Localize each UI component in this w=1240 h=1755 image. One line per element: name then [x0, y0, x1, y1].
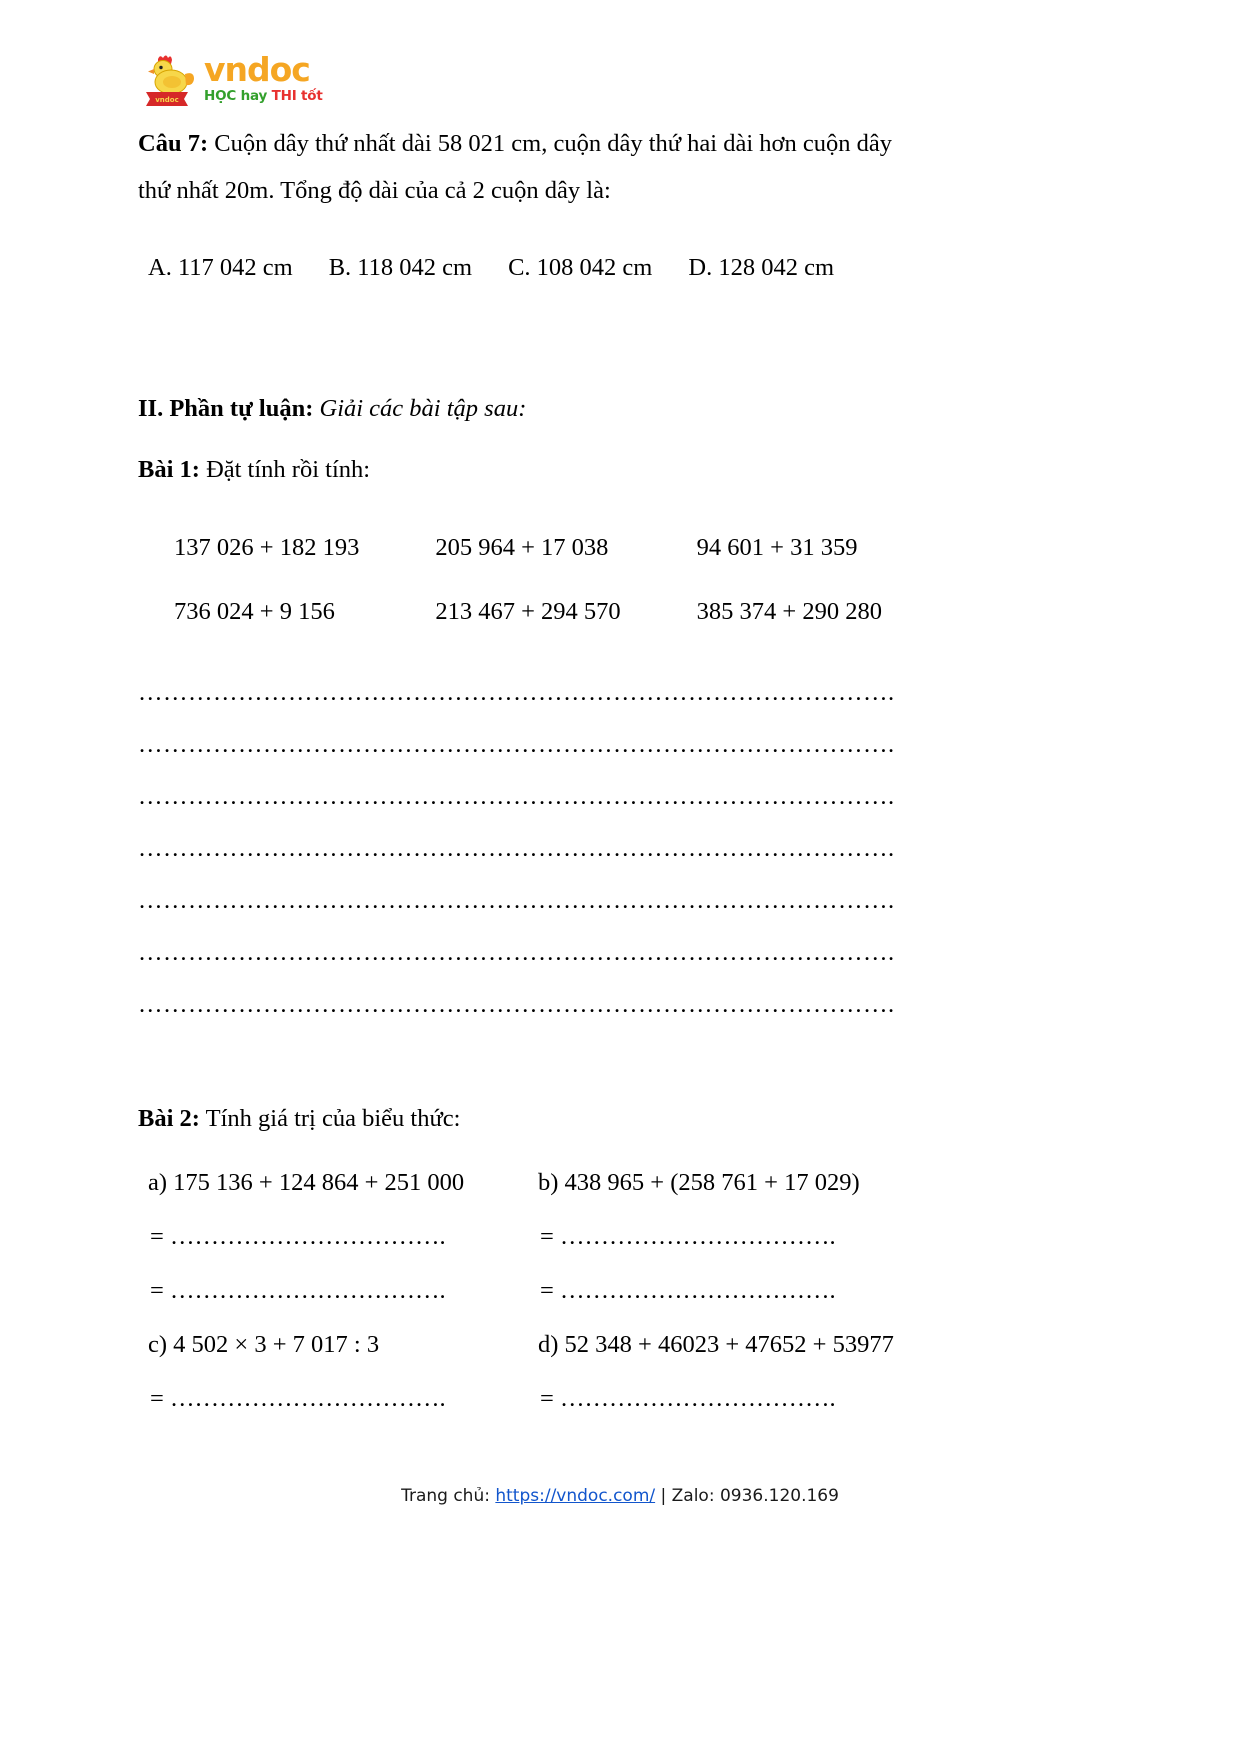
- bai-2-blank-b[interactable]: = …………………………….: [540, 1223, 836, 1250]
- spacer: [138, 291, 958, 355]
- problem-item: 137 026 + 182 193: [174, 534, 360, 561]
- logo-tagline-green: HỌC hay: [204, 88, 272, 105]
- answer-dotted-line[interactable]: ……………………………………………………………………………….: [138, 731, 895, 758]
- option-a[interactable]: A. 117 042 cm: [148, 254, 293, 281]
- section-2-heading: [138, 385, 958, 432]
- spacer: [138, 432, 958, 446]
- bai-2-item-a: a) 175 136 + 124 864 + 251 000: [148, 1169, 465, 1196]
- section-2-heading-bold: II. Phần tự luận:: [138, 395, 314, 422]
- spacer: [138, 637, 958, 667]
- option-c[interactable]: C. 108 042 cm: [508, 254, 653, 281]
- bai-1-problem-row: [138, 587, 958, 637]
- document-content: [138, 120, 958, 1426]
- bai-1-title: Đặt tính rồi tính:: [199, 456, 371, 483]
- vndoc-logo: [138, 52, 323, 106]
- footer-prefix: Trang chủ:: [401, 1486, 496, 1506]
- page-footer: [0, 1486, 1240, 1506]
- answer-dotted-line[interactable]: ……………………………………………………………………………….: [138, 887, 895, 914]
- footer-suffix: | Zalo: 0936.120.169: [655, 1486, 839, 1506]
- spacer: [138, 493, 958, 523]
- bai-1-problem-row: [138, 523, 958, 573]
- answer-dotted-line[interactable]: ……………………………………………………………………………….: [138, 939, 895, 966]
- bai-2-label: Bài 2:: [138, 1105, 200, 1132]
- section-2-heading-italic: Giải các bài tập sau:: [313, 395, 527, 422]
- bai-2-blank-a-2[interactable]: = …………………………….: [150, 1277, 446, 1304]
- bai-2-blank-c[interactable]: = …………………………….: [150, 1385, 446, 1412]
- bai-2-item-b: b) 438 965 + (258 761 + 17 029): [538, 1169, 860, 1196]
- problem-item: 213 467 + 294 570: [435, 598, 621, 625]
- bai-2-blank-a[interactable]: = …………………………….: [150, 1223, 446, 1250]
- problem-item: 205 964 + 17 038: [435, 534, 609, 561]
- spacer: [138, 214, 958, 244]
- question-7-line-1: [138, 120, 958, 167]
- bai-2-expression-row: [138, 1156, 958, 1210]
- problem-item: 385 374 + 290 280: [696, 598, 882, 625]
- answer-dotted-line[interactable]: ……………………………………………………………………………….: [138, 835, 895, 862]
- bai-2-heading: [138, 1095, 958, 1142]
- logo-wordmark: [204, 50, 323, 105]
- footer-link[interactable]: https://vndoc.com/: [495, 1486, 656, 1506]
- bai-2-blank-d[interactable]: = …………………………….: [540, 1385, 836, 1412]
- logo-word: vndoc: [204, 50, 310, 90]
- rooster-mascot-icon: [138, 52, 196, 106]
- bai-2-title: Tính giá trị của biểu thức:: [199, 1105, 461, 1132]
- spacer: [138, 573, 958, 587]
- logo-tagline-red: THI tốt: [271, 88, 323, 105]
- answer-dotted-line[interactable]: ……………………………………………………………………………….: [138, 679, 895, 706]
- problem-item: 94 601 + 31 359: [696, 534, 858, 561]
- spacer: [138, 355, 958, 385]
- answer-dotted-line[interactable]: ……………………………………………………………………………….: [138, 783, 895, 810]
- bai-2-blank-row: [138, 1264, 958, 1318]
- question-7: [138, 120, 958, 214]
- gap: [293, 244, 329, 291]
- option-b[interactable]: B. 118 042 cm: [328, 254, 473, 281]
- bai-1-heading: [138, 446, 958, 493]
- gap: [652, 244, 688, 291]
- gap: [472, 244, 508, 291]
- problem-item: 736 024 + 9 156: [174, 598, 335, 625]
- question-7-label: Câu 7:: [138, 130, 209, 157]
- svg-text:vndoc: vndoc: [155, 96, 179, 104]
- question-7-line-2: thứ nhất 20m. Tổng độ dài của cả 2 cuộn dây là:: [138, 177, 611, 204]
- question-7-options: [138, 244, 958, 291]
- bai-2-blank-row: [138, 1210, 958, 1264]
- logo-tagline: [204, 88, 323, 105]
- spacer: [138, 1142, 958, 1156]
- bai-1-answer-area: [138, 667, 958, 1031]
- question-7-text-1: Cuộn dây thứ nhất dài 58 021 cm, cuộn dây thứ hai dài hơn cuộn dây: [208, 130, 892, 157]
- bai-2-item-d: d) 52 348 + 46023 + 47652 + 53977: [538, 1331, 894, 1358]
- bai-2-blank-b-2[interactable]: = …………………………….: [540, 1277, 836, 1304]
- bai-2-blank-row: [138, 1372, 958, 1426]
- option-d[interactable]: D. 128 042 cm: [688, 254, 834, 281]
- answer-dotted-line[interactable]: ……………………………………………………………………………….: [138, 991, 895, 1018]
- bai-2-item-c: c) 4 502 × 3 + 7 017 : 3: [148, 1331, 380, 1358]
- bai-2-expression-row: [138, 1318, 958, 1372]
- bai-1-label: Bài 1:: [138, 456, 200, 483]
- spacer: [138, 1031, 958, 1095]
